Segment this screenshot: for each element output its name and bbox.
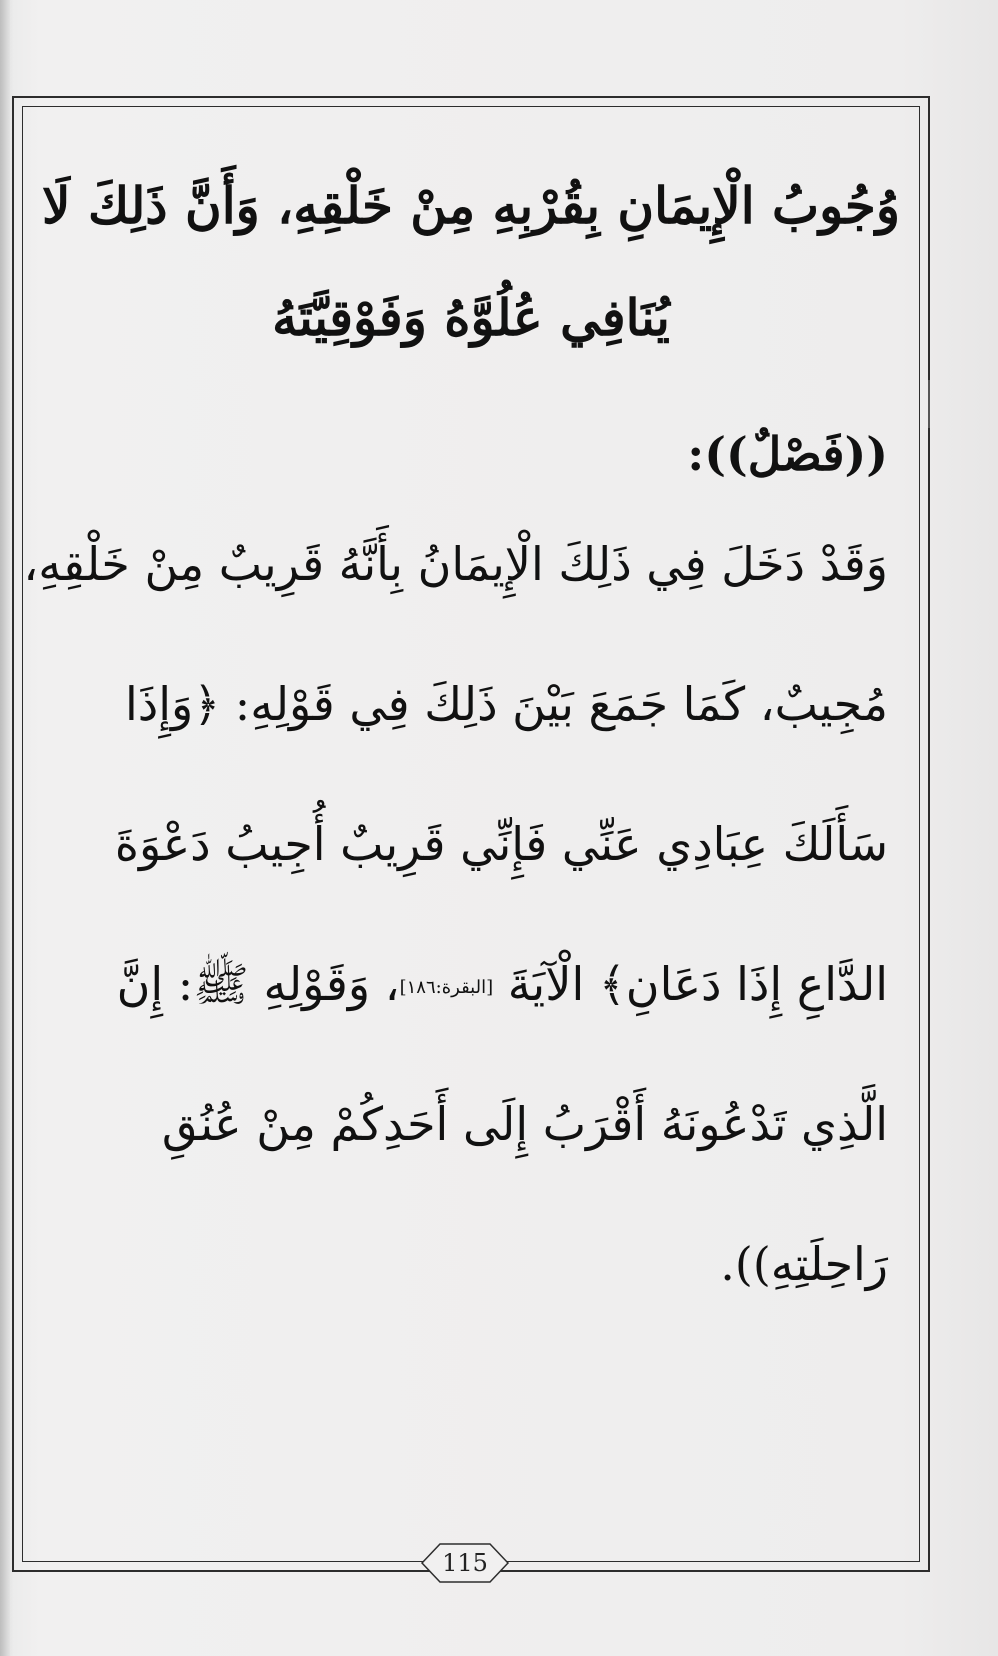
body-line-end: ، وَقَوْلِهِ ﷺ: إِنَّ: [116, 957, 400, 1011]
page-number-tab: [420, 1542, 510, 1584]
section-label: ((فَصْلٌ)):: [687, 427, 888, 481]
page-content: [23, 150, 902, 1334]
body-line: مُجِيبٌ، كَمَا جَمَعَ بَيْنَ ذَلِكَ فِي قَوْلِهِ: ﴿وَإِذَا: [124, 677, 888, 731]
body-line: رَاحِلَتِهِ)).: [720, 1237, 888, 1291]
body-line: سَأَلَكَ عِبَادِي عَنِّي فَإِنِّي قَرِيبٌ أُجِيبُ دَعْوَةَ: [114, 817, 888, 871]
chapter-heading-line-1: وُجُوبُ الْإِيمَانِ بِقُرْبِهِ مِنْ خَلْقِهِ، وَأَنَّ ذَلِكَ لَا: [42, 176, 900, 235]
page-number: 115: [442, 1549, 488, 1577]
body-line: وَقَدْ دَخَلَ فِي ذَلِكَ الْإِيمَانُ بِأَنَّهُ قَرِيبٌ مِنْ خَلْقِهِ،: [23, 537, 888, 591]
body-line: الَّذِي تَدْعُونَهُ أَقْرَبُ إِلَى أَحَدِكُمْ مِنْ عُنُقِ: [161, 1097, 888, 1151]
body-line-with-citation: [40, 914, 902, 1054]
print-mark: [928, 380, 930, 428]
quran-citation: [البقرة:١٨٦]: [399, 977, 494, 998]
book-spine-shadow: [0, 0, 10, 1656]
chapter-heading-line-2: يُنَافِي عُلُوَّهُ وَفَوْقِيَّتَهُ: [272, 288, 670, 347]
body-line-start: الدَّاعِ إِذَا دَعَانِ﴾ الْآيَةَ: [507, 957, 888, 1011]
